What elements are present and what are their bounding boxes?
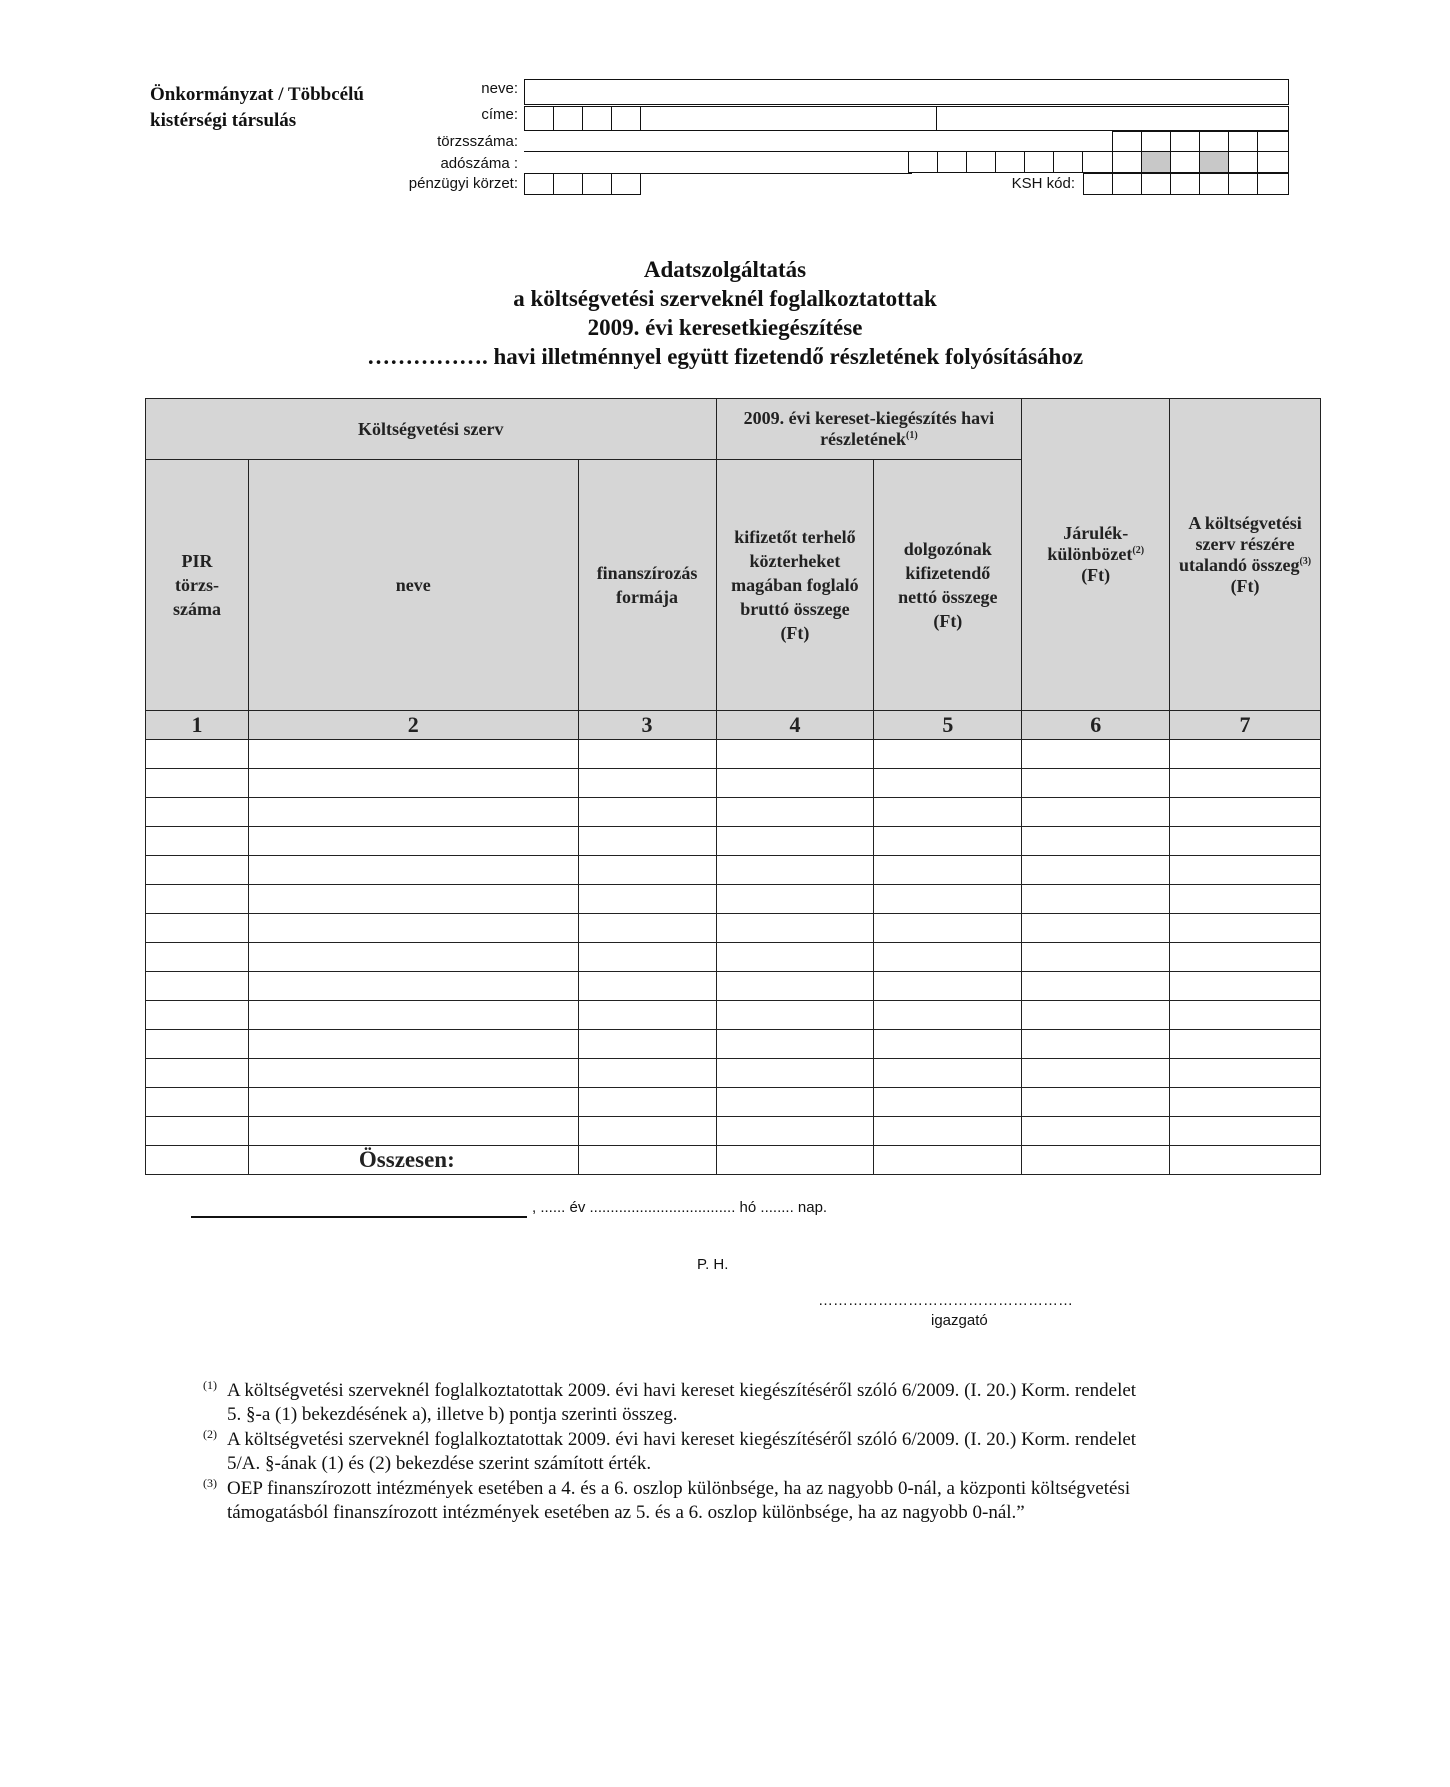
table-body [146,740,1321,1146]
table-cell[interactable] [716,1030,874,1059]
postcode-digit-box[interactable] [524,106,554,131]
total-cell[interactable] [1022,1146,1170,1175]
table-cell[interactable] [874,1117,1022,1146]
table-cell[interactable] [1170,769,1321,798]
table-cell[interactable] [248,740,578,769]
table-cell[interactable] [874,943,1022,972]
tax-number-label: adószáma : [440,155,518,172]
table-cell[interactable] [1170,1001,1321,1030]
table-cell[interactable] [578,1117,716,1146]
footnote-2-line1: A költségvetési szerveknél foglalkoztatottak 2009. évi havi kereset kiegészítéséről szóló 6/2009. (I. 20.) Korm. rendelet [227,1429,1137,1450]
table-cell[interactable] [716,769,874,798]
table-cell[interactable] [874,1030,1022,1059]
table-row [146,972,1321,1001]
stamp-label: P. H. [697,1256,729,1273]
table-cell[interactable] [146,740,249,769]
total-cell[interactable] [716,1146,874,1175]
table-cell[interactable] [874,827,1022,856]
table-row [146,798,1321,827]
contribution-difference-header [1022,399,1170,711]
document-title [0,255,1450,371]
table-cell[interactable] [146,1030,249,1059]
director-label: igazgató [931,1312,988,1329]
table-row [146,1001,1321,1030]
footnote-1-line1: A költségvetési szerveknél foglalkoztatottak 2009. évi havi kereset kiegészítéséről szóló 6/2009. (I. 20.) Korm. rendelet [227,1380,1137,1401]
table-cell[interactable] [874,972,1022,1001]
footnote-1-line2: 5. §-a (1) bekezdésének a), illetve b) pontja szerinti összeg. [227,1404,678,1425]
total-cell[interactable] [874,1146,1022,1175]
footnote-2-mark: (2) [203,1427,217,1441]
table-cell[interactable] [1022,769,1170,798]
table-cell[interactable] [146,769,249,798]
table-cell[interactable] [1022,1088,1170,1117]
table-cell[interactable] [1170,740,1321,769]
table-cell[interactable] [1022,856,1170,885]
contribution-difference-header-text: Járulék-különbözet [1047,523,1133,564]
table-cell[interactable] [716,943,874,972]
table-cell[interactable] [874,914,1022,943]
table-cell[interactable] [716,1059,874,1088]
transfer-amount-header-text: A költségvetési szerv részére utalandó összeg [1178,512,1302,575]
table-cell[interactable] [248,914,578,943]
table-cell[interactable] [1022,740,1170,769]
table-row [146,914,1321,943]
postcode-digit-box[interactable] [553,106,583,131]
table-cell[interactable] [578,1001,716,1030]
total-cell[interactable] [578,1146,716,1175]
table-cell[interactable] [874,769,1022,798]
table-cell[interactable] [716,1117,874,1146]
column-number: 3 [578,711,716,740]
table-cell[interactable] [146,1117,249,1146]
table-cell[interactable] [1170,914,1321,943]
table-cell[interactable] [1022,1117,1170,1146]
table-cell[interactable] [1170,827,1321,856]
footnote-3-line2: támogatásból finanszírozott intézmények esetében az 5. és a 6. oszlop különbsége, ha az nagyobb 0-nál.” [227,1502,1025,1523]
table-cell[interactable] [578,740,716,769]
signature-dots[interactable]: …………………………………………… [818,1292,1073,1309]
table-cell[interactable] [716,972,874,1001]
table-cell[interactable] [1022,798,1170,827]
table-cell[interactable] [578,1059,716,1088]
table-row [146,1030,1321,1059]
table-cell[interactable] [1022,1059,1170,1088]
title-line2: a költségvetési szerveknél foglalkoztatottak [513,286,937,311]
table-cell[interactable] [146,856,249,885]
column-number: 4 [716,711,874,740]
table-cell[interactable] [1022,972,1170,1001]
total-cell[interactable] [1170,1146,1321,1175]
table-cell[interactable] [1170,885,1321,914]
footnote-2-line2: 5/A. §-ának (1) és (2) bekezdése szerint számított érték. [227,1453,652,1474]
table-cell[interactable] [874,1001,1022,1030]
table-cell[interactable] [146,798,249,827]
table-cell[interactable] [578,914,716,943]
table-cell[interactable] [716,1088,874,1117]
table-cell[interactable] [1022,943,1170,972]
table-cell[interactable] [1170,1059,1321,1088]
table-cell[interactable] [874,856,1022,885]
table-cell[interactable] [578,943,716,972]
table-cell[interactable] [1170,1030,1321,1059]
postcode-digit-box[interactable] [582,106,612,131]
postcode-digit-box[interactable] [611,106,641,131]
total-label: Összesen: [248,1146,578,1175]
table-cell[interactable] [146,1001,249,1030]
transfer-amount-header [1170,399,1321,711]
table-cell[interactable] [146,827,249,856]
table-cell[interactable] [248,769,578,798]
table-cell[interactable] [146,972,249,1001]
table-cell[interactable] [1022,827,1170,856]
table-cell[interactable] [874,740,1022,769]
installment-group-header-text: 2009. évi kereset-kiegészítés havi részletének [743,408,995,449]
table-cell[interactable] [578,827,716,856]
table-cell[interactable] [1022,885,1170,914]
table-cell[interactable] [248,798,578,827]
table-cell[interactable] [248,856,578,885]
table-row [146,1059,1321,1088]
table-row [146,1088,1321,1117]
table-cell[interactable] [248,1030,578,1059]
table-cell[interactable] [578,769,716,798]
table-cell[interactable] [146,1088,249,1117]
table-cell[interactable] [874,885,1022,914]
organ-name-header: neve [248,460,578,711]
table-cell[interactable] [1170,798,1321,827]
column-number: 5 [874,711,1022,740]
ksh-code-label: KSH kód: [1011,175,1075,192]
column-number: 1 [146,711,249,740]
table-cell[interactable] [716,798,874,827]
table-cell[interactable] [578,798,716,827]
title-line1: Adatszolgáltatás [643,257,807,282]
street-field[interactable] [936,106,1289,131]
table-cell[interactable] [578,1030,716,1059]
org-label-line1: Önkormányzat / Többcélú [150,84,364,105]
place-signature-line[interactable] [191,1216,527,1218]
table-cell[interactable] [1170,1117,1321,1146]
table-cell[interactable] [248,1059,578,1088]
table-cell[interactable] [248,1001,578,1030]
org-label-line2: kistérségi társulás [150,110,297,131]
table-row [146,769,1321,798]
table-cell[interactable] [1022,1030,1170,1059]
name-field-label: neve: [481,80,518,97]
table-cell[interactable] [146,943,249,972]
pir-number-header: PIR törzs-száma [146,460,249,711]
table-row [146,943,1321,972]
address-field-label: címe: [481,106,518,123]
table-cell[interactable] [146,885,249,914]
title-line4: ……………. havi illetménnyel együtt fizetendő részletének folyósításához [366,344,1084,369]
financing-form-header: finanszírozás formája [578,460,716,711]
footnote-3-line1: OEP finanszírozott intézmények esetében a 4. és a 6. oszlop különbsége, ha az nagyobb 0-nál, a központi költségvetési [227,1478,1131,1499]
table-row [146,827,1321,856]
table-cell[interactable] [248,972,578,1001]
table-cell[interactable] [248,827,578,856]
table-cell[interactable] [1170,1088,1321,1117]
footnote-3-mark: (3) [203,1476,217,1490]
table-cell[interactable] [1022,914,1170,943]
registry-number-line [524,151,912,152]
registry-number-label: törzsszáma: [437,133,518,150]
installment-group-header [716,399,1022,460]
table-cell[interactable] [716,1001,874,1030]
transfer-amount-unit: (Ft) [1230,575,1260,596]
table-cell[interactable] [716,914,874,943]
table-row [146,885,1321,914]
table-row [146,856,1321,885]
budget-organ-group-header: Költségvetési szerv [146,399,717,460]
city-field[interactable] [640,106,937,131]
column-number: 6 [1022,711,1170,740]
data-table [145,398,1321,1175]
table-cell[interactable] [716,740,874,769]
table-cell[interactable] [248,943,578,972]
table-cell[interactable] [146,1059,249,1088]
footnote-ref-2: (2) [1132,545,1145,556]
table-cell[interactable] [578,885,716,914]
table-cell[interactable] [578,1088,716,1117]
table-row [146,1117,1321,1146]
table-cell[interactable] [578,856,716,885]
table-cell[interactable] [874,1088,1022,1117]
table-cell[interactable] [874,798,1022,827]
table-cell[interactable] [1022,1001,1170,1030]
net-amount-header: dolgozónak kifizetendő nettó összege (Ft) [874,460,1022,711]
footnote-1-mark: (1) [203,1378,217,1392]
table-cell[interactable] [578,972,716,1001]
footnote-ref-3: (3) [1299,555,1312,567]
table-cell[interactable] [1170,972,1321,1001]
table-cell[interactable] [248,885,578,914]
table-cell[interactable] [248,1088,578,1117]
table-cell[interactable] [716,885,874,914]
title-line3: 2009. évi keresetkiegészítése [587,315,863,340]
table-cell[interactable] [716,856,874,885]
gross-amount-header: kifizetőt terhelő közterheket magában foglaló bruttó összege (Ft) [716,460,874,711]
column-number: 2 [248,711,578,740]
financial-district-label: pénzügyi körzet: [408,175,518,192]
total-cell[interactable] [146,1146,249,1175]
contribution-difference-unit: (Ft) [1081,565,1111,585]
footnote-ref-1: (1) [906,430,918,441]
table-cell[interactable] [146,914,249,943]
date-text: , ...... év ................................... hó ........ nap. [532,1199,828,1216]
table-cell[interactable] [248,1117,578,1146]
column-number: 7 [1170,711,1321,740]
table-cell[interactable] [716,827,874,856]
table-cell[interactable] [874,1059,1022,1088]
table-cell[interactable] [1170,943,1321,972]
organization-label [150,82,364,134]
name-field[interactable] [524,79,1289,105]
table-cell[interactable] [1170,856,1321,885]
table-row [146,740,1321,769]
